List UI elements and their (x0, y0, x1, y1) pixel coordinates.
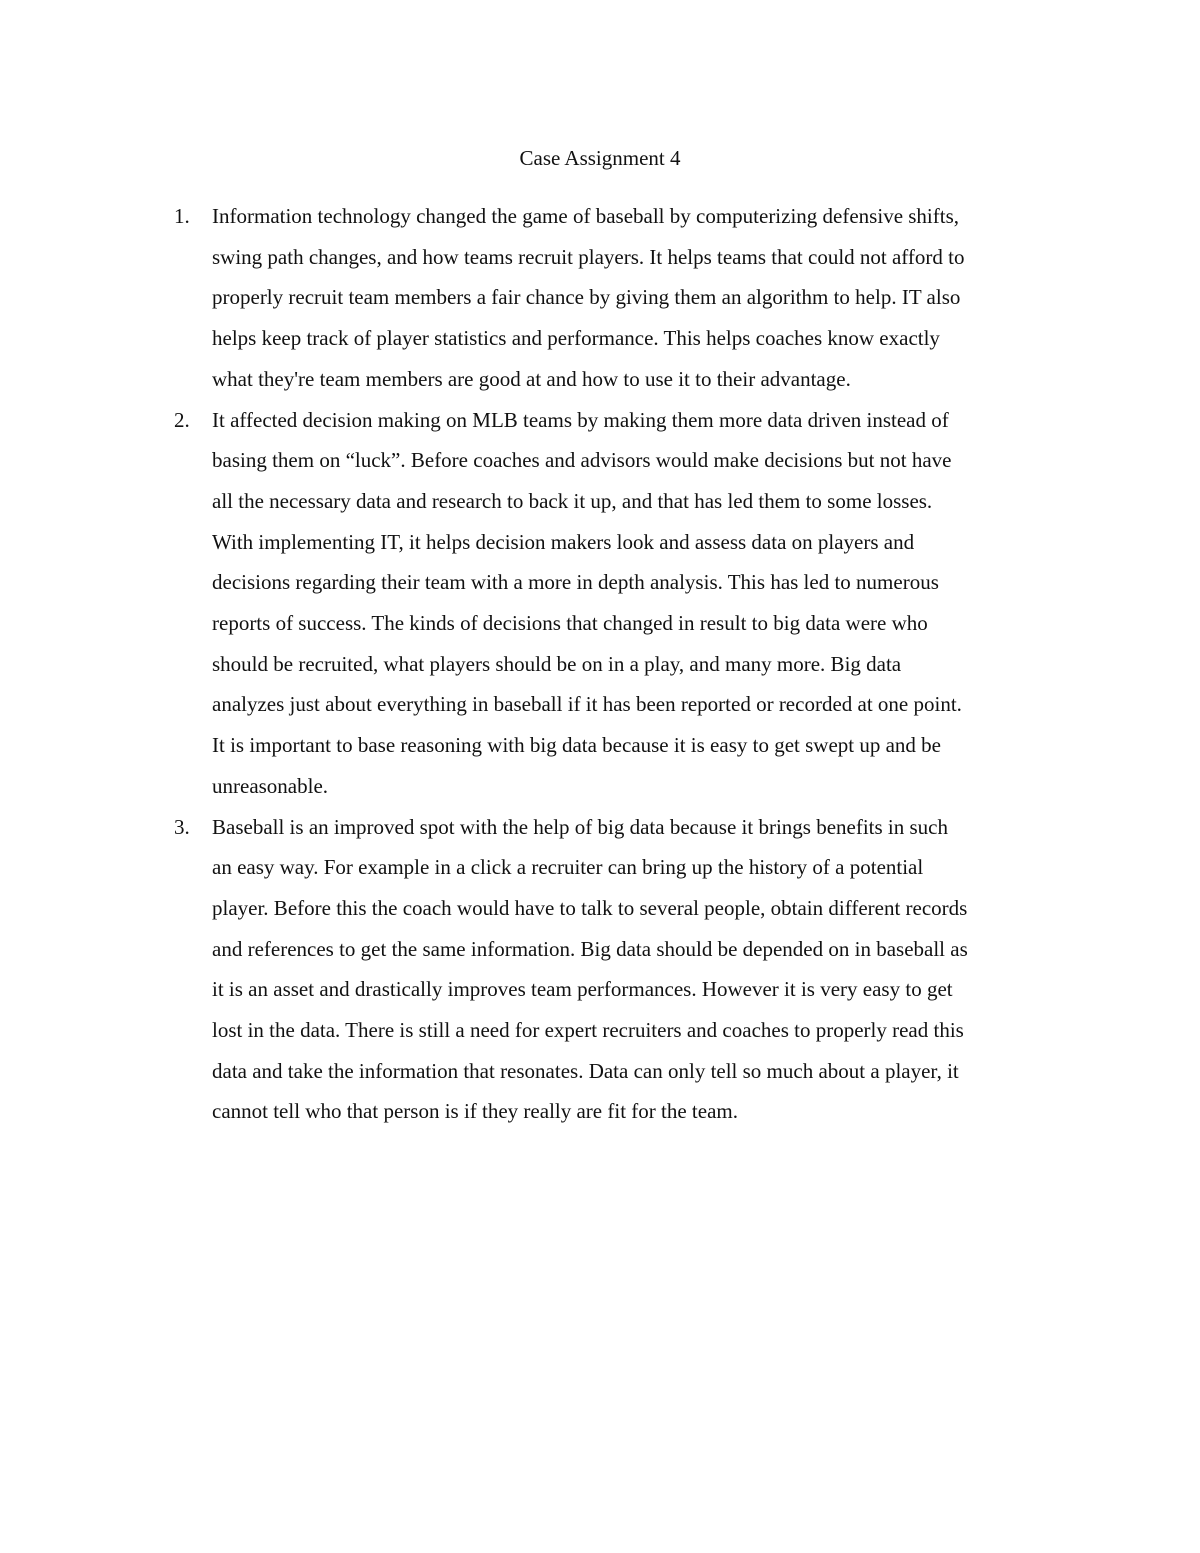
text-line: what they're team members are good at and how to use it to their advantage. (212, 366, 851, 391)
document-title: Case Assignment 4 (519, 146, 681, 170)
answer-item-1 (174, 196, 1072, 400)
answer-list (174, 196, 1072, 1132)
answer-item-3 (174, 807, 1072, 1133)
text-line: all the necessary data and research to back it up, and that has led them to some losses. (212, 488, 933, 513)
text-line: basing them on “luck”. Before coaches and advisors would make decisions but not have (212, 448, 952, 473)
text-line: helps keep track of player statistics and performance. This helps coaches know exactly (212, 326, 940, 351)
text-line: should be recruited, what players should be on in a play, and many more. Big data (212, 651, 902, 676)
text-line: properly recruit team members a fair chance by giving them an algorithm to help. IT also (212, 285, 961, 310)
answer-item-2 (174, 400, 1072, 807)
text-line: It affected decision making on MLB teams by making them more data driven instead of (212, 407, 949, 432)
text-line: decisions regarding their team with a more in depth analysis. This has led to numerous (212, 570, 939, 595)
text-line: cannot tell who that person is if they really are fit for the team. (212, 1099, 738, 1124)
text-line: an easy way. For example in a click a recruiter can bring up the history of a potential (212, 855, 924, 880)
list-number: 3. (174, 814, 190, 839)
text-line: With implementing IT, it helps decision makers look and assess data on players and (212, 529, 915, 554)
text-line: reports of success. The kinds of decisions that changed in result to big data were who (212, 611, 928, 636)
list-number: 1. (174, 204, 190, 228)
text-line: it is an asset and drastically improves team performances. However it is very easy to get (212, 977, 953, 1002)
text-line: player. Before this the coach would have to talk to several people, obtain different records (212, 895, 968, 920)
list-number: 2. (174, 407, 190, 432)
text-line: analyzes just about everything in baseball if it has been reported or recorded at one point. (212, 692, 962, 717)
text-line: It is important to base reasoning with big data because it is easy to get swept up and be (212, 733, 941, 758)
text-line: Information technology changed the game of baseball by computerizing defensive shifts, (212, 204, 960, 228)
text-line: data and take the information that resonates. Data can only tell so much about a player, it (212, 1058, 959, 1083)
text-line: lost in the data. There is still a need for expert recruiters and coaches to properly read this (212, 1018, 964, 1043)
text-line: unreasonable. (212, 773, 329, 798)
text-line: Baseball is an improved spot with the help of big data because it brings benefits in such (212, 814, 949, 839)
text-line: swing path changes, and how teams recruit players. It helps teams that could not afford to (212, 244, 965, 269)
text-line: and references to get the same information. Big data should be depended on in baseball as (212, 936, 968, 961)
